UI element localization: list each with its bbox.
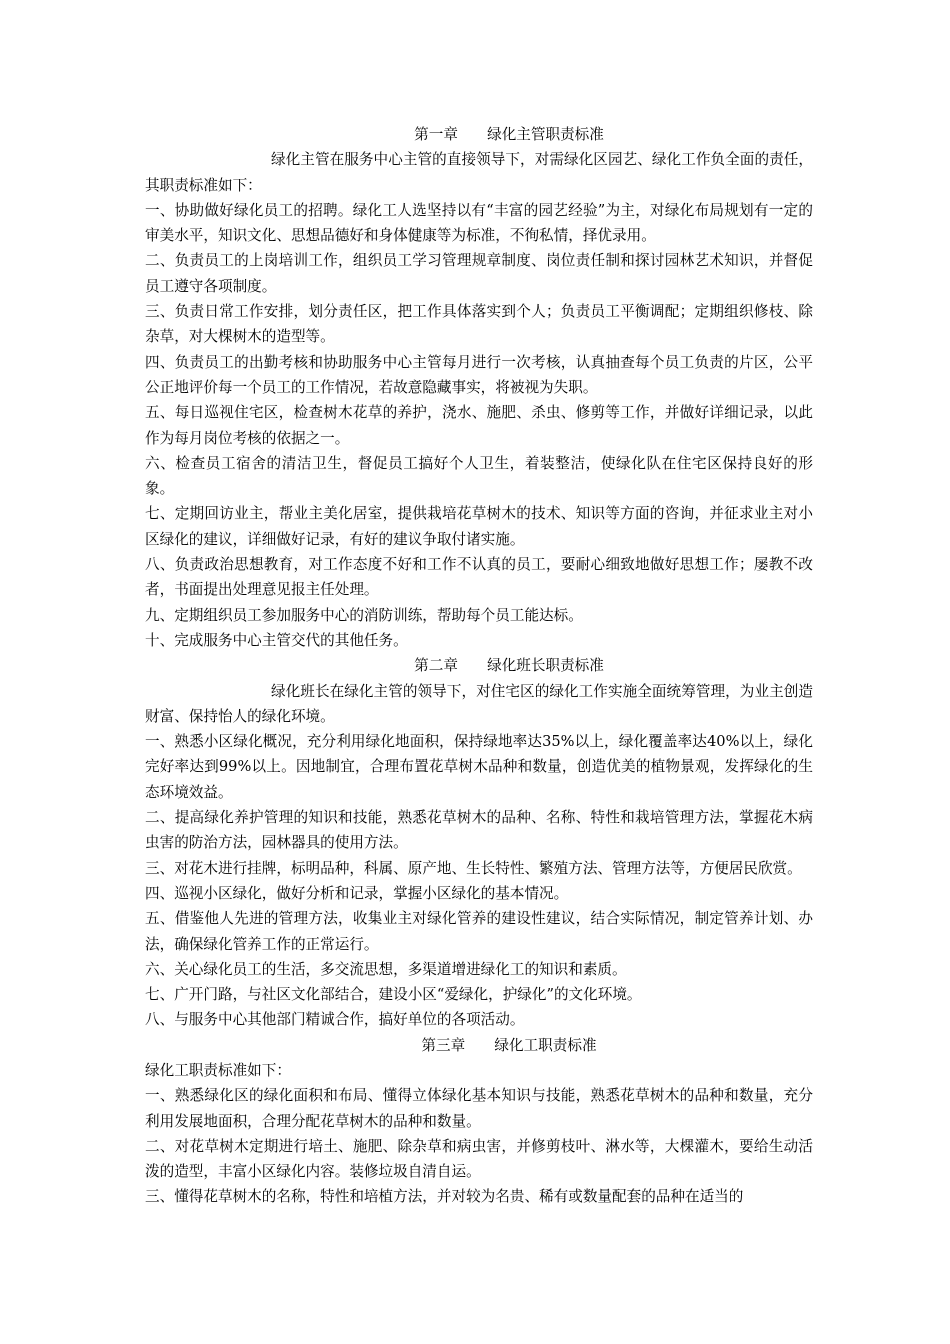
document-page xyxy=(145,122,813,1210)
chapter-1-item: 六、检查员工宿舍的清洁卫生，督促员工搞好个人卫生，着装整洁，使绿化队在住宅区保持良好的形象。 xyxy=(145,454,813,498)
chapter-3-heading: 第三章 绿化工职责标准 xyxy=(421,1036,597,1054)
chapter-3-item: 二、对花草树木定期进行培土、施肥、除杂草和病虫害，并修剪枝叶、淋水等，大棵灌木，要给生动活泼的造型，丰富小区绿化内容。装修垃圾自清自运。 xyxy=(145,1137,813,1181)
chapter-2-item: 六、关心绿化员工的生活，多交流思想，多渠道增进绿化工的知识和素质。 xyxy=(145,960,627,978)
chapter-1-item: 五、每日巡视住宅区，检查树木花草的养护，浇水、施肥、杀虫、修剪等工作，并做好详细记录，以此作为每月岗位考核的依据之一。 xyxy=(145,404,813,447)
chapter-2-item: 八、与服务中心其他部门精诚合作，搞好单位的各项活动。 xyxy=(145,1011,525,1029)
chapter-1-item: 十、完成服务中心主管交代的其他任务。 xyxy=(145,631,408,649)
chapter-2-intro: 绿化班长在绿化主管的领导下，对住宅区的绿化工作实施全面统筹管理，为业主创造财富、保持怡人的绿化环境。 xyxy=(145,682,813,725)
chapter-1-heading: 第一章 绿化主管职责标准 xyxy=(414,126,604,143)
chapter-2-item: 三、对花木进行挂牌，标明品种，科属、原产地、生长特性、繁殖方法、管理方法等，方便居民欣赏。 xyxy=(145,859,802,877)
chapter-3-item: 一、熟悉绿化区的绿化面积和布局、懂得立体绿化基本知识与技能，熟悉花草树木的品种和数量，充分利用发展地面积，合理分配花草树木的品种和数量。 xyxy=(145,1087,813,1130)
chapter-1-item: 三、负责日常工作安排，划分责任区，把工作具体落实到个人；负责员工平衡调配；定期组织修枝、除杂草，对大棵树木的造型等。 xyxy=(145,303,813,346)
chapter-1-item: 二、负责员工的上岗培训工作，组织员工学习管理规章制度、岗位责任制和探讨园林艺术知识，并督促员工遵守各项制度。 xyxy=(145,252,813,295)
chapter-1-item: 一、协助做好绿化员工的招聘。绿化工人选坚持以有“丰富的园艺经验”为主，对绿化布局规划有一定的审美水平，知识文化、思想品德好和身体健康等为标准，不徇私情，择优录用。 xyxy=(145,201,813,245)
chapter-1-item: 四、负责员工的出勤考核和协助服务中心主管每月进行一次考核，认真抽查每个员工负责的片区，公平公正地评价每一个员工的工作情况，若故意隐藏事实，将被视为失职。 xyxy=(145,353,813,396)
chapter-1-item: 八、负责政治思想教育，对工作态度不好和工作不认真的员工，要耐心细致地做好思想工作；屡教不改者，书面提出处理意见报主任处理。 xyxy=(145,556,813,599)
chapter-1-intro: 绿化主管在服务中心主管的直接领导下，对需绿化区园艺、绿化工作负全面的责任，其职责标准如下： xyxy=(145,151,813,194)
chapter-2-item: 七、广开门路，与社区文化部结合，建设小区“爱绿化，护绿化”的文化环境。 xyxy=(145,986,642,1004)
chapter-2-heading: 第二章 绿化班长职责标准 xyxy=(414,657,604,675)
chapter-2-item: 一、熟悉小区绿化概况，充分利用绿化地面积，保持绿地率达35%以上，绿化覆盖率达40%以上，绿化完好率达到99%以上。因地制宜，合理布置花草树木品种和数量，创造优美的植物景观，发挥绿化的生态环境效益。 xyxy=(145,733,813,801)
chapter-2-item: 四、巡视小区绿化，做好分析和记录，掌握小区绿化的基本情况。 xyxy=(145,884,569,902)
chapter-2-item: 五、借鉴他人先进的管理方法，收集业主对绿化管养的建设性建议，结合实际情况，制定管养计划、办法，确保绿化管养工作的正常运行。 xyxy=(145,910,813,953)
chapter-3-intro: 绿化工职责标准如下： xyxy=(145,1061,291,1079)
chapter-1-item: 七、定期回访业主，帮业主美化居室，提供栽培花草树木的技术、知识等方面的咨询，并征求业主对小区绿化的建议，详细做好记录，有好的建议争取付诸实施。 xyxy=(145,505,813,548)
chapter-2-item: 二、提高绿化养护管理的知识和技能，熟悉花草树木的品种、名称、特性和栽培管理方法，掌握花木病虫害的防治方法，园林器具的使用方法。 xyxy=(145,809,813,852)
chapter-1-item: 九、定期组织员工参加服务中心的消防训练，帮助每个员工能达标。 xyxy=(145,606,583,624)
chapter-3-item: 三、懂得花草树木的名称，特性和培植方法，并对较为名贵、稀有或数量配套的品种在适当的 xyxy=(145,1188,744,1206)
